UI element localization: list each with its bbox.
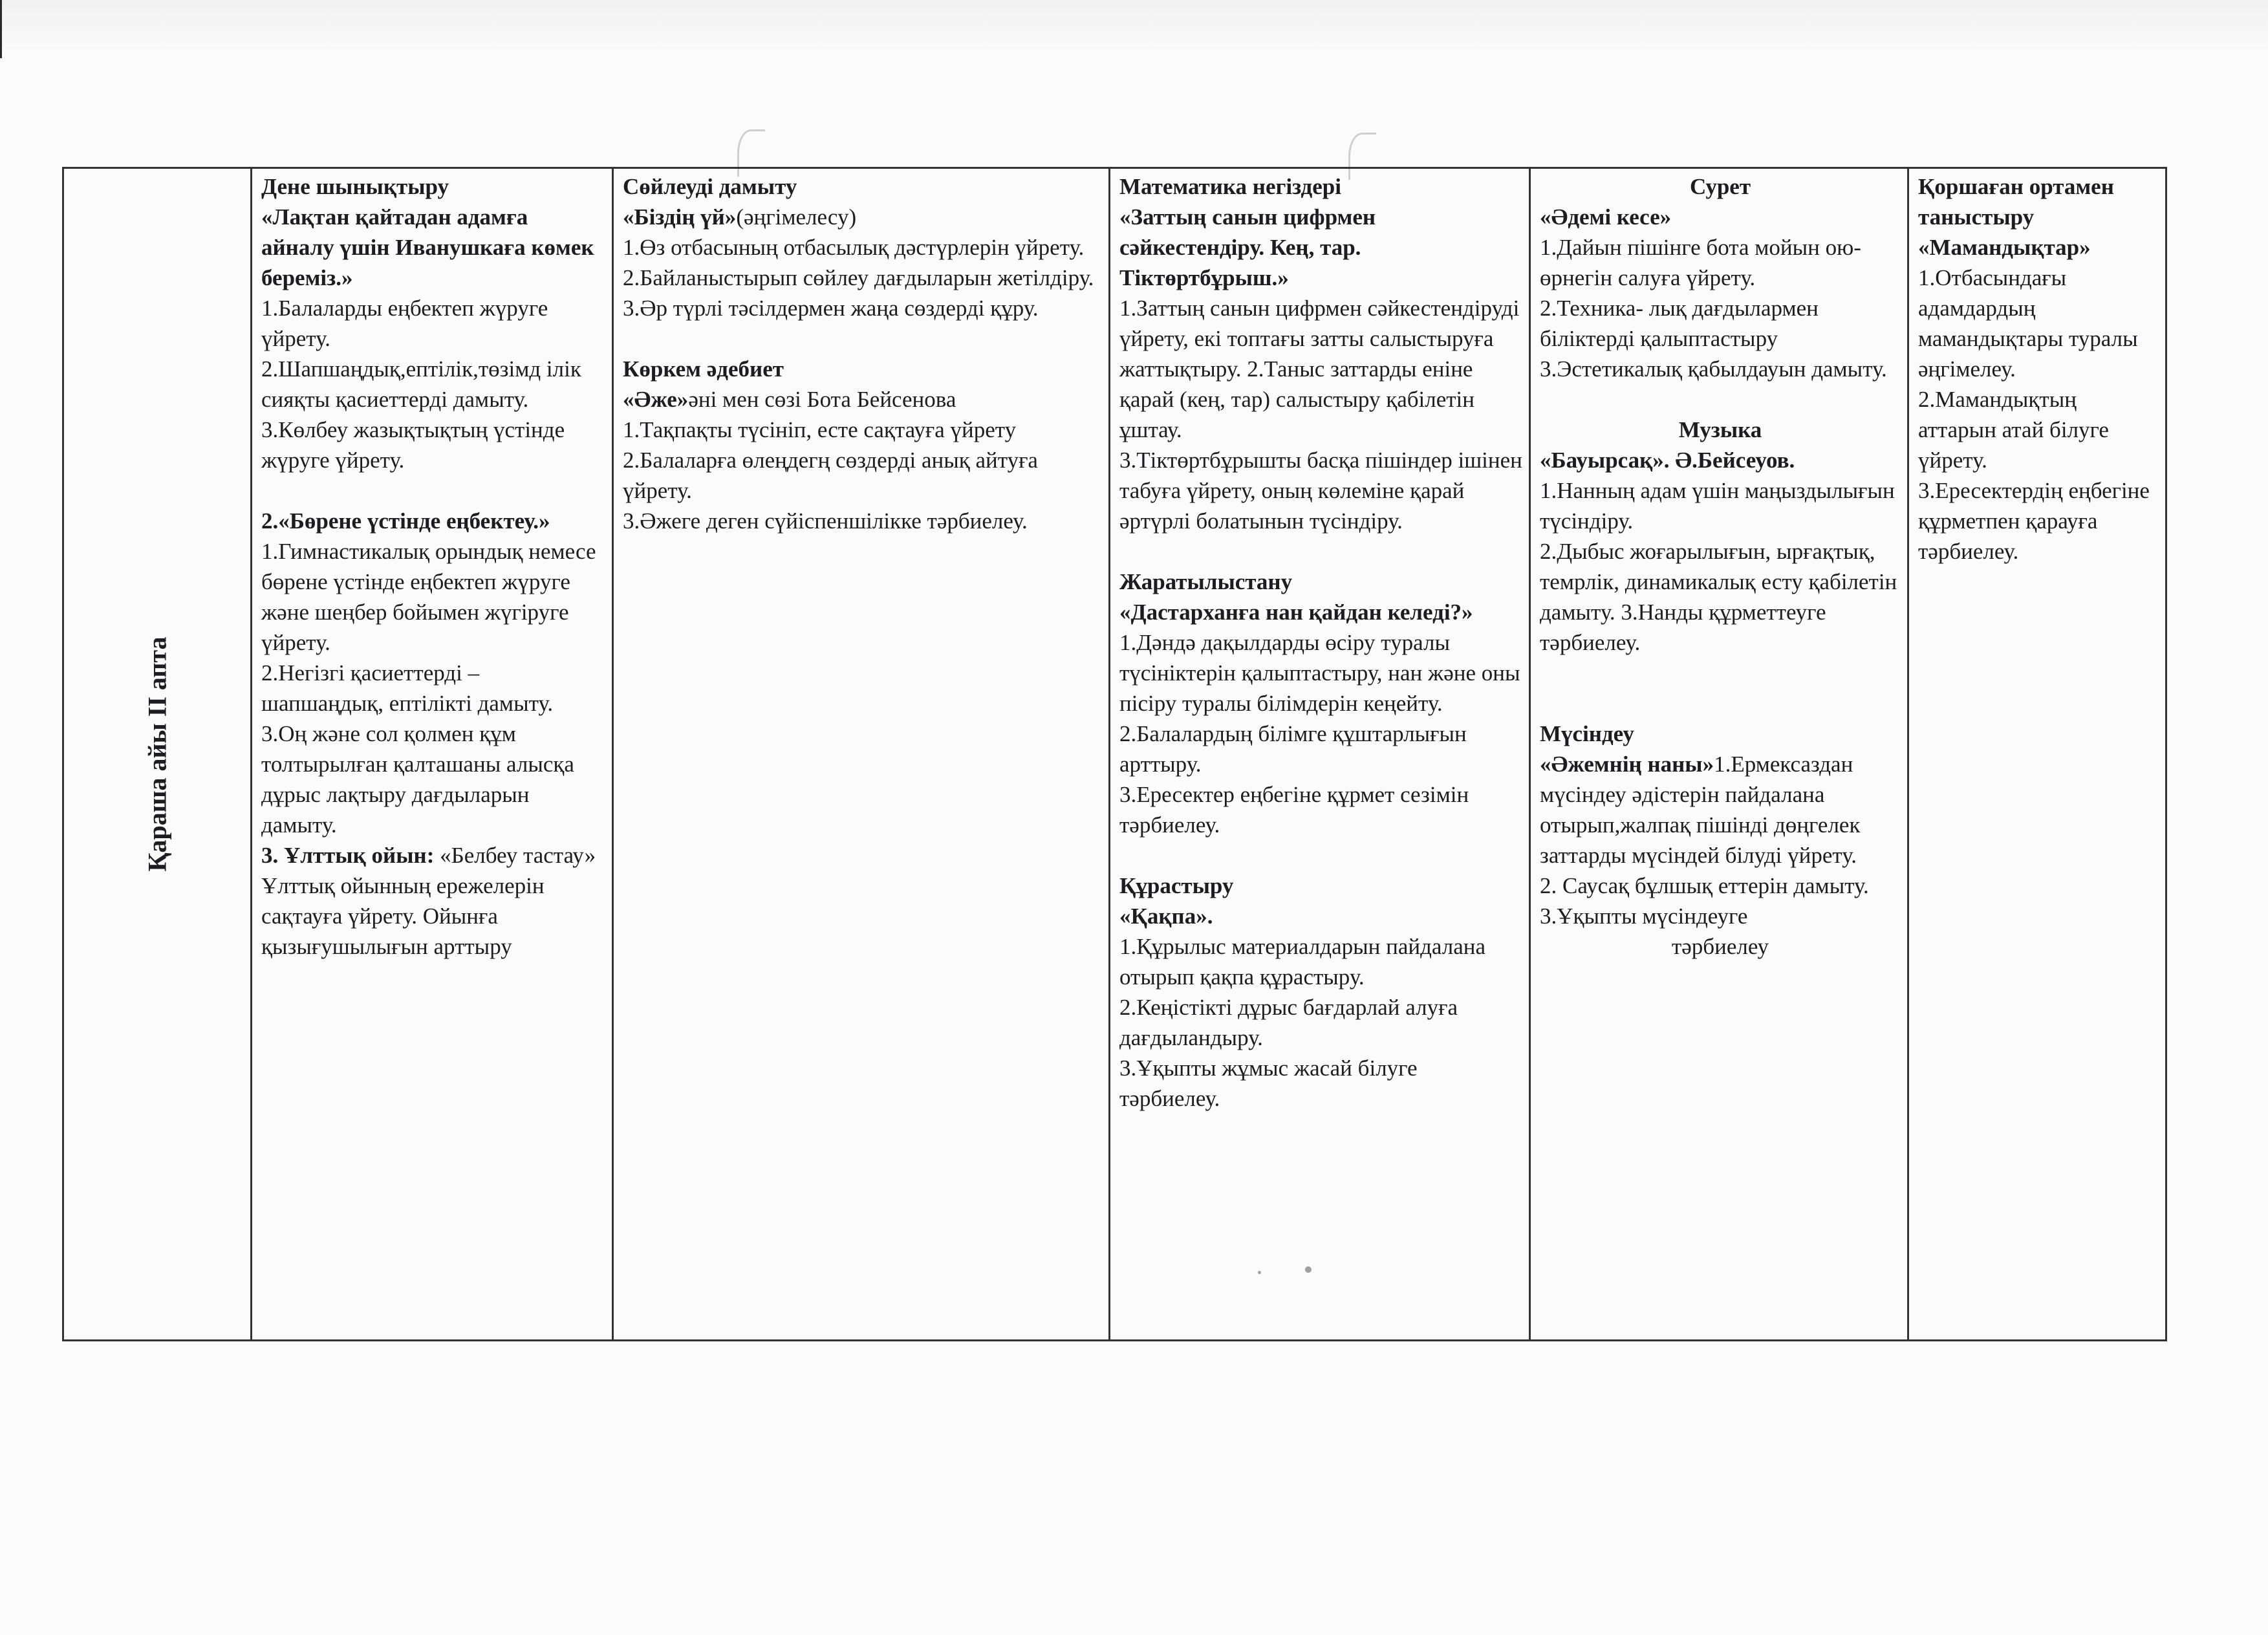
- list-item: 2.Балалардың білімге құштарлығын арттыру.: [1119, 721, 1467, 777]
- topic-title: «Әжемнің наны»: [1540, 752, 1714, 777]
- topic-text: тәрбиелеу: [1671, 934, 1769, 959]
- spacer: [1540, 658, 1901, 688]
- spacer: [1119, 536, 1522, 567]
- table-row: [63, 168, 2166, 1341]
- list-item: 1.Тақпақты түсініп, есте сақтауға үйрету: [623, 417, 1017, 442]
- subject-title: Математика негіздері: [1119, 174, 1341, 199]
- spacer: [1540, 688, 1901, 719]
- list-item: 1.Дәндә дақылдарды өсіру туралы түсініктерін қалыптастыру, нан және оны пісіру туралы білімдерін кеңейту.: [1119, 630, 1520, 716]
- week-cell: [63, 168, 252, 1341]
- list-item: 2.Шапшаңдық,ептілік,төзімд ілік сияқты қасиеттерді дамыту.: [261, 356, 581, 412]
- environment-cell: [1908, 168, 2166, 1341]
- topic-line: [1540, 749, 1901, 871]
- list-item: 2.Кеңістікті дұрыс бағдарлай алуға дағдыландыру.: [1119, 995, 1458, 1050]
- list-item: 2.Техника- лық дағдылармен біліктерді қалыптастыру: [1540, 296, 1819, 351]
- spacer: [1119, 840, 1522, 871]
- subject-title: Жаратылыстану: [1119, 569, 1293, 594]
- subject-title: Мүсіндеу: [1540, 721, 1634, 746]
- list-item: 3.Эстетикалық қабылдауын дамыту.: [1540, 356, 1887, 382]
- topic-text: 1.Ермексаздан мүсіндеу әдістерін пайдалана отырып,жалпақ пішінді дөңгелек заттарды мүсіндей білуді үйрету.: [1540, 752, 1861, 868]
- list-item: 1.Нанның адам үшін маңыздылығын түсіндіру.: [1540, 478, 1895, 534]
- national-game: [261, 840, 605, 962]
- physical-education-cell: [252, 168, 613, 1341]
- list-item: 2.Балаларға өлеңдегң сөздерді анық айтуға үйрету.: [623, 448, 1038, 503]
- list-item: 3.Оң және сол қолмен құм толтырылған қалташаны алысқа дұрыс лақтыру дағдыларын дамыту.: [261, 721, 574, 838]
- list-item: 1.Отбасындағы адамдардың мамандықтары туралы әңгімелеу.: [1918, 265, 2138, 382]
- subject-title: Көркем әдебиет: [623, 356, 784, 382]
- topic-title: «Біздің үй»: [623, 204, 737, 230]
- topic-text: 3.Тіктөртбұрышты басқа пішіндер ішінен табуға үйрету, оның көлеміне қарай әртүрлі болатынын түсіндіру.: [1119, 448, 1522, 534]
- speech-development-cell: [613, 168, 1110, 1341]
- list-item: 2.Мамандықтың аттарын атай білуге үйрету.: [1918, 387, 2109, 473]
- topic-text: 1.Өз отбасының отбасылық дәстүрлерін үйрету. 2.Байланыстырып сөйлеу дағдыларын жетілдіру. 3.Әр түрлі тәсілдермен жаңа сөздерді құру.: [623, 235, 1094, 321]
- list-item: 1.Құрылыс материалдарын пайдалана отырып қақпа құрастыру.: [1119, 934, 1486, 990]
- subject-title: Дене шынықтыру: [261, 174, 449, 199]
- topic-line: [623, 202, 1102, 232]
- game-text: «Белбеу тастау» Ұлттық ойынның ережелерін сақтауға үйрету. Ойынға қызығушылығын арттыру: [261, 843, 596, 959]
- topic-title: «Бауырсақ». Ә.Бейсеуов.: [1540, 448, 1795, 473]
- topic-title: 2.«Бөрене үстінде еңбектеу.»: [261, 508, 550, 534]
- subject-title: Құрастыру: [1119, 873, 1234, 898]
- topic-text: 1.Заттың санын цифрмен сәйкестендіруді үйрету, екі топтағы затты салыстыруға жаттықтыру. 2.Таныс заттарды еніне қарай (кең, тар) салыстыру қабілетін ұштау.: [1119, 296, 1520, 442]
- weekly-plan-table: [62, 167, 2167, 1341]
- list-item: 2.Негізгі қасиеттерді – шапшаңдық, ептілікті дамыту.: [261, 660, 554, 716]
- topic-title: «Әдемі кесе»: [1540, 204, 1672, 230]
- subject-title: Сурет: [1689, 174, 1751, 199]
- game-label: 3. Ұлттық ойын:: [261, 843, 435, 868]
- list-item: 3.Көлбеу жазықтықтың үстінде жүруге үйрету.: [261, 417, 565, 473]
- list-item: 1.Балаларды еңбектеп жүруге үйрету.: [261, 296, 548, 351]
- spacer: [261, 475, 605, 506]
- spacer: [1540, 384, 1901, 415]
- ink-stain: [1305, 1266, 1312, 1273]
- topic-title: «Қақпа».: [1119, 904, 1213, 929]
- subject-title: Сөйлеуді дамыту: [623, 174, 797, 199]
- topic-title: «Заттың санын цифрмен сәйкестендіру. Кең, тар. Тіктөртбұрыш.»: [1119, 204, 1376, 290]
- scan-edge: [0, 0, 2, 58]
- list-item: 3.Әжеге деген сүйіспеншілікке тәрбиелеу.: [623, 508, 1028, 534]
- ink-stain: [1258, 1271, 1261, 1274]
- list-item: 2.Дыбыс жоғарылығын, ырғақтық, темрлік, динамикалық есту қабілетін дамыту. 3.Нанды құрметтеуге тәрбиелеу.: [1540, 539, 1897, 655]
- arts-cell: [1530, 168, 1908, 1341]
- mathematics-cell: [1110, 168, 1530, 1341]
- topic-title: «Лақтан қайтадан адамға айналу үшін Иванушкаға көмек береміз.»: [261, 204, 594, 290]
- list-item: 3.Ересектердің еңбегіне құрметпен қарауға тәрбиелеу.: [1918, 478, 2150, 564]
- topic-title: «Мамандықтар»: [1918, 235, 2091, 260]
- spacer: [623, 323, 1102, 354]
- topic-text: 2. Саусақ бұлшық еттерін дамыту. 3.Ұқыпты мүсіндеуге: [1540, 873, 1869, 929]
- list-item: 3.Ұқыпты жұмыс жасай білуге тәрбиелеу.: [1119, 1056, 1418, 1111]
- topic-note: әні мен сөзі Бота Бейсенова: [688, 387, 956, 412]
- topic-title: «Дастарханға нан қайдан келеді?»: [1119, 600, 1473, 625]
- list-item: 1.Дайын пішінге бота мойын ою-өрнегін салуға үйрету.: [1540, 235, 1861, 290]
- topic-title: «Әже»: [623, 387, 689, 412]
- subject-title: Музыка: [1678, 417, 1762, 442]
- list-item: 1.Гимнастикалық орындық немесе бөрене үстінде еңбектеп жүруге және шеңбер бойымен жүгіруге үйрету.: [261, 539, 596, 655]
- week-label: Қараша айы ІІ апта: [142, 636, 172, 872]
- subject-title: Қоршаған ортамен таныстыру: [1918, 174, 2114, 230]
- scan-shadow: [0, 0, 2268, 52]
- topic-line: [623, 384, 1102, 415]
- list-item: 3.Ересектер еңбегіне құрмет сезімін тәрбиелеу.: [1119, 782, 1469, 838]
- topic-note: (әңгімелесу): [736, 204, 857, 230]
